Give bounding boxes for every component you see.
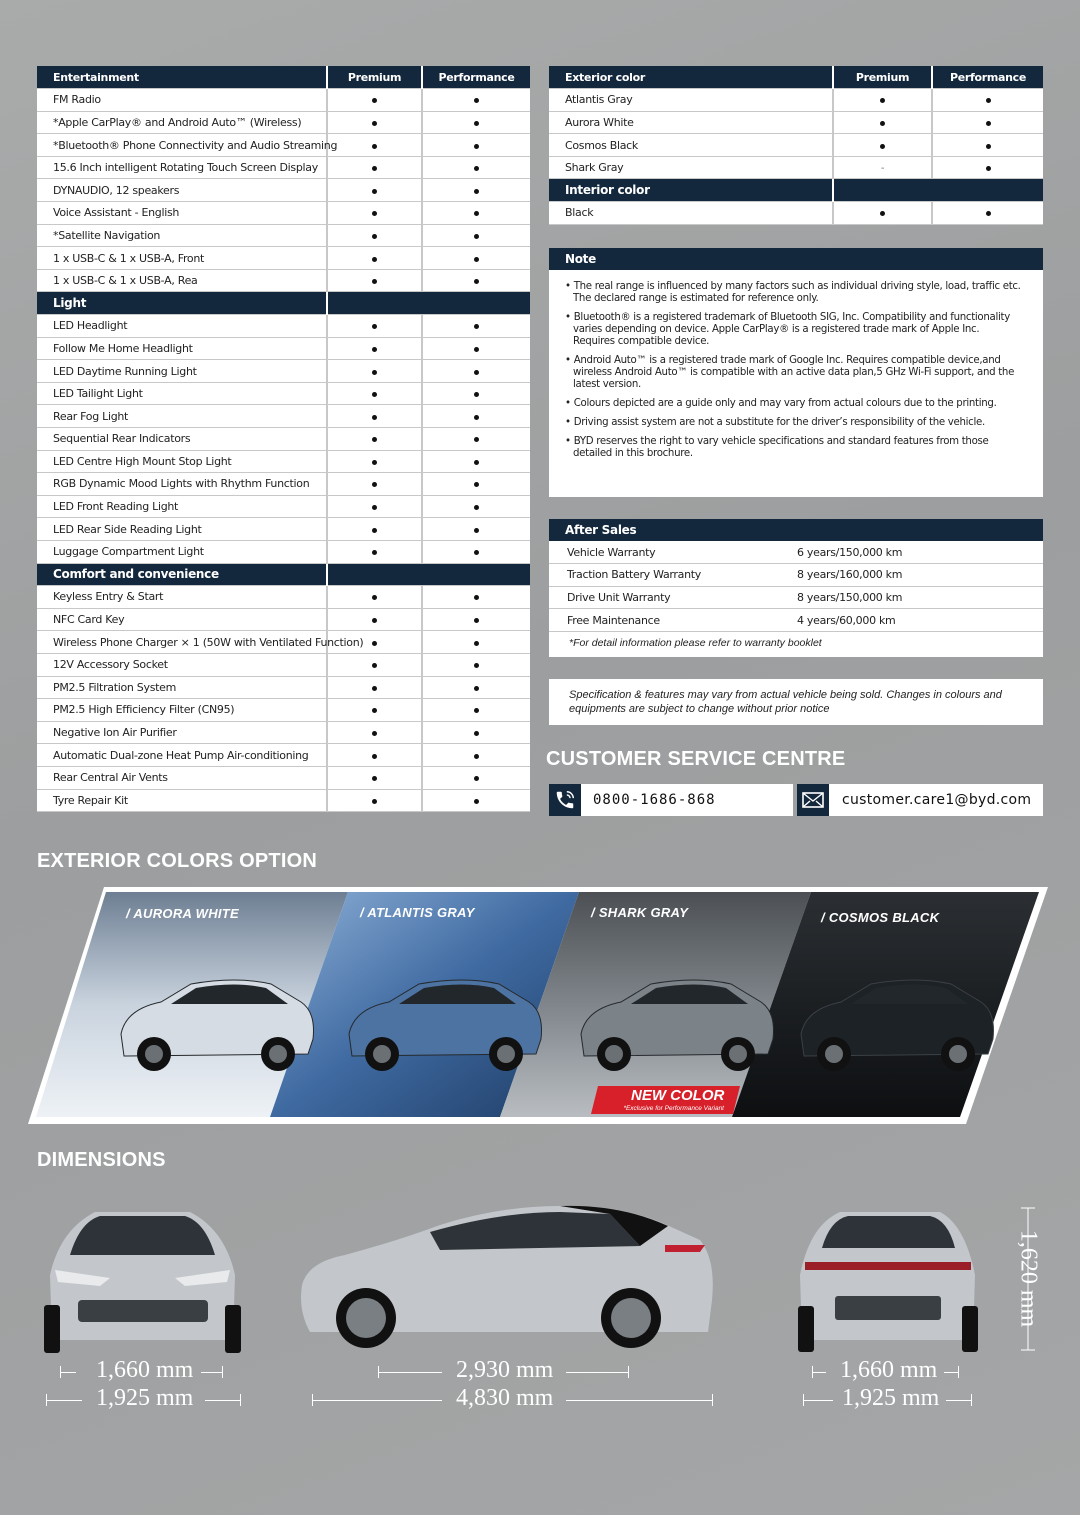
premium-cell [833,89,932,112]
availability-dot [372,324,377,329]
feature-name: LED Headlight [37,315,327,338]
performance-cell [422,428,530,451]
premium-cell [327,608,422,631]
feature-name: PM2.5 Filtration System [37,676,327,699]
color-table [549,66,1043,225]
availability-dot [986,211,991,216]
light-section-header: Light [37,292,530,315]
availability-dot [474,505,479,510]
premium-cell [327,540,422,563]
availability-dot [372,731,377,736]
performance-cell [422,224,530,247]
availability-dot [474,347,479,352]
table-row [37,586,530,609]
performance-cell [422,631,530,654]
table-row [549,564,1043,587]
feature-table-body [37,89,530,812]
performance-cell [422,202,530,225]
availability-dot [474,437,479,442]
table-row [37,653,530,676]
feature-name: NFC Card Key [37,608,327,631]
feature-name: LED Tailight Light [37,382,327,405]
feature-name: DYNAUDIO, 12 speakers [37,179,327,202]
dim-tick [222,1366,223,1378]
premium-cell [327,315,422,338]
performance-cell [422,699,530,722]
phone-number: 0800-1686-868 [593,792,716,808]
performance-cell [422,134,530,157]
color-label-aurora-white: / AURORA WHITE [126,906,240,921]
after-sales-value: 8 years/150,000 km [797,586,1043,609]
availability-dot [474,776,479,781]
availability-dot [474,708,479,713]
premium-cell [327,337,422,360]
table-row [37,473,530,496]
availability-dot [372,370,377,375]
entertainment-header: Entertainment [37,66,327,89]
premium-cell [327,766,422,789]
dim-line [378,1372,442,1373]
comfort-section-header: Comfort and convenience [37,563,530,586]
table-row [549,202,1043,225]
feature-name: *Bluetooth® Phone Connectivity and Audio Streaming [37,134,327,157]
table-row [37,766,530,789]
premium-cell [327,134,422,157]
note-item: • Android Auto™ is a registered trade mark of Google Inc. Requires compatible device,and wireless Android Auto™ is compatible with an active data plan,5 GHz Wi-Fi support, and the latest version. [565,355,1021,391]
performance-cell [422,89,530,112]
note-panel [549,248,1043,497]
availability-dot [474,618,479,623]
after-sales-label: Free Maintenance [549,609,797,632]
premium-header: Premium [833,66,932,89]
feature-name: Wireless Phone Charger × 1 (50W with Ventilated Function) [37,631,327,654]
premium-cell [327,473,422,496]
performance-header: Performance [422,66,530,89]
premium-cell [327,789,422,812]
availability-dot [372,776,377,781]
dim-tick [628,1366,629,1378]
availability-dot [372,618,377,623]
availability-dot [372,415,377,420]
after-sales-value: 8 years/160,000 km [797,564,1043,587]
customer-service-title: CUSTOMER SERVICE CENTRE [546,748,846,770]
feature-name: Shark Gray [549,156,833,179]
table-row [37,224,530,247]
premium-cell [327,179,422,202]
email-contact[interactable] [797,784,1043,816]
dim-line [566,1372,628,1373]
performance-cell [422,382,530,405]
availability-dot [372,189,377,194]
feature-name: Tyre Repair Kit [37,789,327,812]
availability-dot [880,98,885,103]
premium-header: Premium [327,66,422,89]
availability-dot [474,257,479,262]
dim-line [946,1400,971,1401]
premium-cell [327,202,422,225]
premium-cell [327,269,422,292]
performance-cell [422,360,530,383]
feature-name: LED Rear Side Reading Light [37,518,327,541]
after-sales-panel [549,519,1043,657]
availability-dot [372,595,377,600]
exterior-color-header: Exterior color [549,66,833,89]
note-item: • Bluetooth® is a registered trademark of Bluetooth SIG, Inc. Compatibility and functionality varies depending on device. Apple CarPlay® is a registered trade mark of Apple Inc. Requires compatible device. [565,312,1021,348]
premium-cell [327,721,422,744]
feature-name: *Apple CarPlay® and Android Auto™ (Wireless) [37,111,327,134]
premium-cell [327,450,422,473]
table-row [37,315,530,338]
availability-dot [372,482,377,487]
premium-cell [327,676,422,699]
table-row [37,156,530,179]
table-row [37,789,530,812]
feature-name: Negative Ion Air Purifier [37,721,327,744]
feature-name: *Satellite Navigation [37,224,327,247]
table-row [37,337,530,360]
availability-dot [474,121,479,126]
new-color-label: NEW COLOR [631,1087,725,1104]
availability-dot [372,754,377,759]
table-row [37,676,530,699]
availability-dot [474,482,479,487]
table-row [37,699,530,722]
availability-dot [474,415,479,420]
availability-dot [372,460,377,465]
premium-cell [327,247,422,270]
availability-dot [372,392,377,397]
availability-dot [474,663,479,668]
table-row [549,609,1043,632]
table-row [37,518,530,541]
rear-width-label: 1,925 mm [842,1385,940,1411]
availability-dot [474,799,479,804]
table-row [549,541,1043,564]
performance-cell [422,518,530,541]
rear-track-label: 1,660 mm [840,1357,938,1383]
premium-cell [327,653,422,676]
performance-cell [422,315,530,338]
performance-cell [932,134,1043,157]
feature-name: Aurora White [549,111,833,134]
performance-cell [422,608,530,631]
table-row [37,111,530,134]
availability-dot [880,211,885,216]
performance-cell [422,405,530,428]
availability-dot [372,437,377,442]
availability-dot [986,144,991,149]
premium-cell [327,699,422,722]
premium-cell [327,405,422,428]
availability-dot [372,799,377,804]
availability-dot [474,731,479,736]
color-label-shark-gray: / SHARK GRAY [591,905,689,920]
availability-dot [474,392,479,397]
note-item: • BYD reserves the right to vary vehicle specifications and standard features from those detailed in this brochure. [565,436,1021,460]
performance-cell [422,473,530,496]
premium-cell [327,360,422,383]
feature-name: Automatic Dual-zone Heat Pump Air-conditioning [37,744,327,767]
performance-cell [422,337,530,360]
availability-dot [372,234,377,239]
dim-tick [712,1394,713,1406]
performance-cell [422,247,530,270]
availability-dot [372,505,377,510]
availability-dot [372,528,377,533]
exterior-colors-banner [26,884,1050,1126]
wheelbase-label: 2,930 mm [456,1357,554,1383]
table-row [37,382,530,405]
phone-contact[interactable] [549,784,793,816]
feature-name: Voice Assistant - English [37,202,327,225]
availability-dot [474,166,479,171]
availability-dot [372,166,377,171]
availability-dot [474,550,479,555]
availability-dot [474,324,479,329]
availability-dot [986,166,991,171]
car-rear-view [798,1212,978,1352]
envelope-icon [797,784,829,816]
performance-header: Performance [932,66,1043,89]
premium-cell [327,224,422,247]
premium-cell [833,202,932,225]
note-item: • The real range is influenced by many factors such as individual driving style, load, traffic etc. The declared range is estimated for reference only. [565,281,1021,305]
note-title: Note [549,248,1043,270]
availability-dot [372,641,377,646]
premium-cell [327,744,422,767]
availability-dot [474,211,479,216]
availability-dot [372,708,377,713]
not-available-dash: - [880,163,885,175]
availability-dot [474,528,479,533]
feature-name: FM Radio [37,89,327,112]
availability-dot [372,663,377,668]
feature-name: Black [549,202,833,225]
feature-name: LED Front Reading Light [37,495,327,518]
after-sales-label: Drive Unit Warranty [549,586,797,609]
performance-cell [422,269,530,292]
table-row [37,495,530,518]
after-sales-value: 6 years/150,000 km [797,541,1043,564]
availability-dot [474,189,479,194]
dim-line [803,1400,833,1401]
new-color-sublabel: *Exclusive for Performance Variant [623,1105,724,1112]
table-row [549,586,1043,609]
dim-line [60,1372,76,1373]
performance-cell [932,111,1043,134]
availability-dot [474,595,479,600]
premium-cell [833,134,932,157]
availability-dot [372,686,377,691]
availability-dot [372,121,377,126]
availability-dot [474,279,479,284]
after-sales-table [549,541,1043,632]
availability-dot [372,279,377,284]
availability-dot [986,98,991,103]
front-track-label: 1,660 mm [96,1357,194,1383]
feature-name: LED Centre High Mount Stop Light [37,450,327,473]
performance-cell [422,676,530,699]
after-sales-title: After Sales [549,519,1043,541]
front-width-label: 1,925 mm [96,1385,194,1411]
premium-cell [327,428,422,451]
table-row [37,269,530,292]
availability-dot [474,686,479,691]
color-label-atlantis-gray: / ATLANTIS GRAY [360,905,475,920]
dim-line [944,1372,958,1373]
table-row [549,134,1043,157]
availability-dot [880,144,885,149]
feature-name: 15.6 Inch intelligent Rotating Touch Screen Display [37,156,327,179]
dim-tick [958,1366,959,1378]
feature-name: 12V Accessory Socket [37,653,327,676]
performance-cell [422,721,530,744]
table-row [37,179,530,202]
availability-dot [880,121,885,126]
table-row [37,202,530,225]
availability-dot [372,550,377,555]
performance-cell [422,111,530,134]
availability-dot [372,98,377,103]
exterior-colors-title: EXTERIOR COLORS OPTION [37,850,317,872]
note-item: • Driving assist system are not a substitute for the driver’s responsibility of the vehicle. [565,417,1021,429]
email-address: customer.care1@byd.com [842,792,1032,808]
performance-cell [932,156,1043,179]
disclaimer-box: Specification & features may vary from actual vehicle being sold. Changes in colours and equipments are subject to change without prior notice [549,679,1043,725]
performance-cell [422,495,530,518]
table-row [37,721,530,744]
table-row [549,89,1043,112]
height-label: 1,620 mm [1015,1229,1042,1328]
dimensions-title: DIMENSIONS [37,1149,166,1171]
table-row [37,405,530,428]
performance-cell [422,766,530,789]
performance-cell [422,156,530,179]
table-row [37,89,530,112]
table-row [37,608,530,631]
note-list [549,270,1043,481]
dim-line [312,1400,442,1401]
premium-cell [327,382,422,405]
feature-name: PM2.5 High Efficiency Filter (CN95) [37,699,327,722]
feature-name: 1 x USB-C & 1 x USB-A, Front [37,247,327,270]
dim-tick [971,1394,972,1406]
dim-line [46,1400,82,1401]
feature-name: RGB Dynamic Mood Lights with Rhythm Function [37,473,327,496]
performance-cell [422,540,530,563]
premium-cell [833,156,932,179]
length-label: 4,830 mm [456,1385,554,1411]
table-row [37,134,530,157]
feature-name: Atlantis Gray [549,89,833,112]
performance-cell [932,202,1043,225]
availability-dot [474,370,479,375]
availability-dot [474,234,479,239]
dim-line [812,1372,826,1373]
table-row [37,744,530,767]
availability-dot [474,641,479,646]
performance-cell [422,653,530,676]
feature-name: Cosmos Black [549,134,833,157]
availability-dot [474,460,479,465]
after-sales-label: Vehicle Warranty [549,541,797,564]
dim-line [205,1400,240,1401]
dim-line [201,1372,223,1373]
availability-dot [372,347,377,352]
premium-cell [327,586,422,609]
after-sales-value: 4 years/60,000 km [797,609,1043,632]
table-row [37,428,530,451]
performance-cell [422,179,530,202]
availability-dot [372,144,377,149]
premium-cell [327,156,422,179]
availability-dot [372,211,377,216]
table-row [549,156,1043,179]
car-side-view [301,1206,713,1348]
performance-cell [422,586,530,609]
table-row [37,540,530,563]
performance-cell [422,744,530,767]
after-sales-label: Traction Battery Warranty [549,564,797,587]
color-table-body [549,89,1043,225]
car-front-view [44,1212,241,1353]
premium-cell [327,518,422,541]
premium-cell [327,89,422,112]
premium-cell [833,111,932,134]
table-row [37,631,530,654]
availability-dot [474,144,479,149]
table-row [549,111,1043,134]
availability-dot [372,257,377,262]
feature-name: 1 x USB-C & 1 x USB-A, Rea [37,269,327,292]
feature-name: Sequential Rear Indicators [37,428,327,451]
premium-cell [327,495,422,518]
feature-table [37,66,530,812]
table-row [37,360,530,383]
premium-cell [327,111,422,134]
feature-name: Rear Central Air Vents [37,766,327,789]
after-sales-footnote: *For detail information please refer to warranty booklet [569,636,822,649]
performance-cell [932,89,1043,112]
color-label-cosmos-black: / COSMOS BLACK [821,910,940,925]
note-item: • Colours depicted are a guide only and may vary from actual colours due to the printing. [565,398,1021,410]
feature-name: Follow Me Home Headlight [37,337,327,360]
table-row [37,247,530,270]
dim-tick [240,1394,241,1406]
availability-dot [986,121,991,126]
feature-name: Luggage Compartment Light [37,540,327,563]
feature-name: Rear Fog Light [37,405,327,428]
performance-cell [422,450,530,473]
performance-cell [422,789,530,812]
availability-dot [474,754,479,759]
availability-dot [474,98,479,103]
feature-name: LED Daytime Running Light [37,360,327,383]
feature-name: Keyless Entry & Start [37,586,327,609]
dim-line [566,1400,712,1401]
table-row [37,450,530,473]
interior-color-section-header: Interior color [549,179,1043,202]
phone-icon [549,784,581,816]
